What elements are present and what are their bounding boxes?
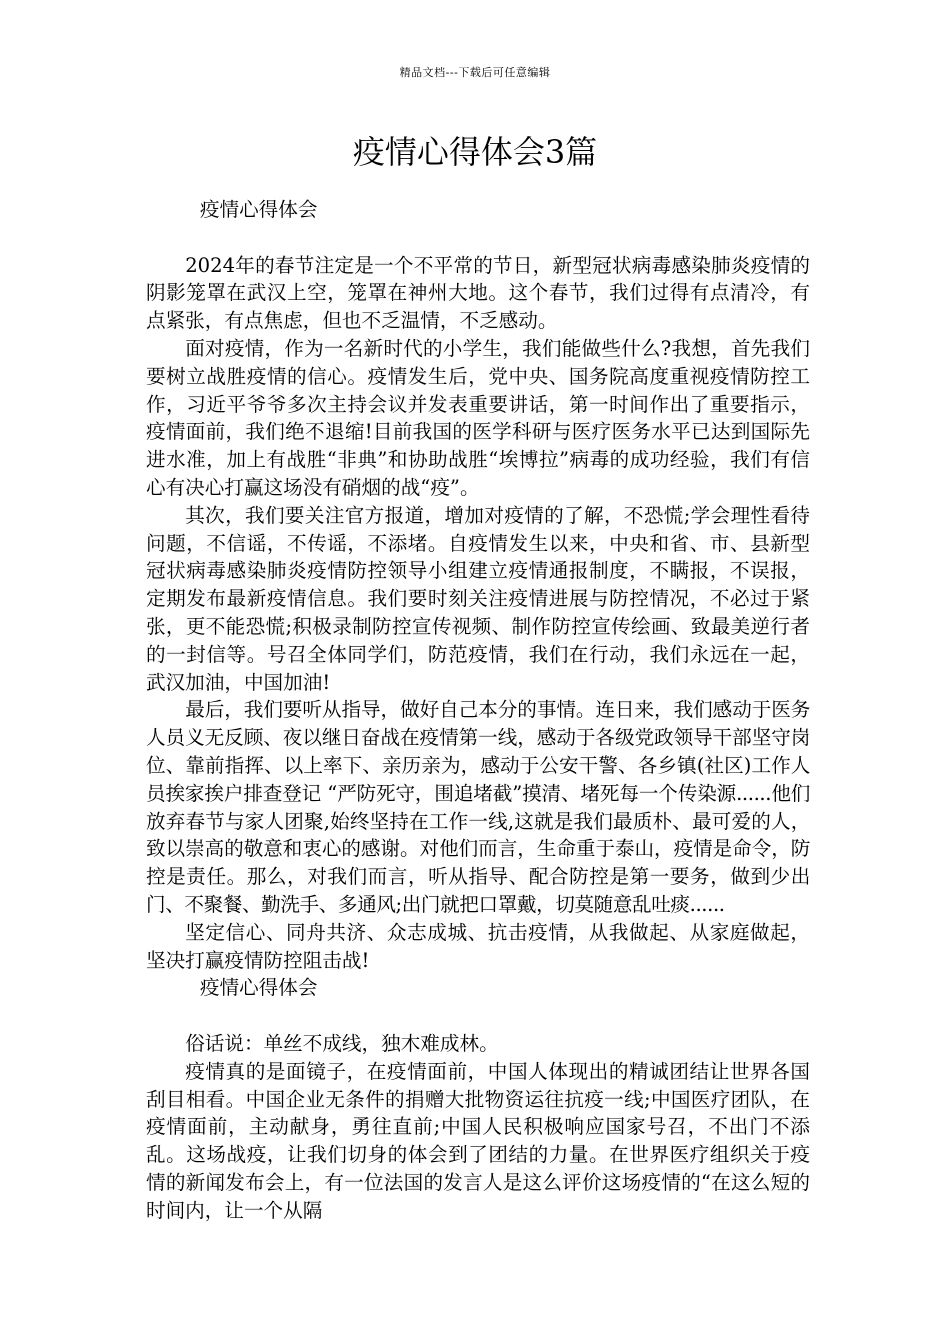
section-1-heading: 疫情心得体会 xyxy=(199,198,318,221)
page-header: 精品文档---下载后可任意编辑 xyxy=(399,66,551,79)
spacer xyxy=(146,1002,810,1030)
paragraph: 其次，我们要关注官方报道，增加对疫情的了解，不恐慌;学会理性看待问题，不信谣，不传谣，不添堵。自疫情发生以来，中央和省、市、县新型冠状病毒感染肺炎疫情防控领导小组建立疫情通报制度，不瞒报，不误报，定期发布最新疫情信息。我们要时刻关注疫情进展与防控情况，不必过于紧张，更不能恐慌;积极录制防控宣传视频、制作防控宣传绘画、致最美逆行者的一封信等。号召全体同学们，防范疫情，我们在行动，我们永远在一起，武汉加油，中国加油! xyxy=(146,503,810,694)
paragraph: 坚定信心、同舟共济、众志成城、抗击疫情，从我做起、从家庭做起，坚决打赢疫情防控阻击战! xyxy=(146,920,810,972)
paragraph: 2024年的春节注定是一个不平常的节日，新型冠状病毒感染肺炎疫情的阴影笼罩在武汉上空，笼罩在神州大地。这个春节，我们过得有点清冷，有点紧张，有点焦虑，但也不乏温情，不乏感动。 xyxy=(146,253,810,333)
document-title: 疫情心得体会3篇 xyxy=(352,133,598,171)
section-2-heading: 疫情心得体会 xyxy=(199,976,318,1000)
paragraph: 面对疫情，作为一名新时代的小学生，我们能做些什么?我想，首先我们要树立战胜疫情的信心。疫情发生后，党中央、国务院高度重视疫情防控工作，习近平爷爷多次主持会议并发表重要讲话，第一时间作出了重要指示，疫情面前，我们绝不退缩!目前我国的医学科研与医疗医务水平已达到国际先进水准，加上有战胜“非典”和协助战胜“埃博拉”病毒的成功经验，我们有信心有决心打赢这场没有硝烟的战“疫”。 xyxy=(146,336,810,499)
document-body xyxy=(146,196,810,1224)
paragraph: 最后，我们要听从指导，做好自己本分的事情。连日来，我们感动于医务人员义无反顾、夜以继日奋战在疫情第一线，感动于各级党政领导干部坚守岗位、靠前指挥、以上率下、亲历亲为，感动于公安干警、各乡镇(社区)工作人员挨家挨户排查登记 “严防死守，围追堵截”摸清、堵死每一个传染源......他们放弃春节与家人团聚,始终坚持在工作一线,这就是我们最质朴、最可爱的人，致以崇高的敬意和衷心的感谢。对他们而言，生命重于泰山，疫情是命令，防控是责任。那么，对我们而言，听从指导、配合防控是第一要务，做到少出门、不聚餐、勤洗手、多通风;出门就把口罩戴，切莫随意乱吐痰...... xyxy=(146,698,810,916)
spacer xyxy=(146,224,810,252)
paragraph: 疫情真的是面镜子，在疫情面前，中国人体现出的精诚团结让世界各国刮目相看。中国企业无条件的捐赠大批物资运往抗疫一线;中国医疗团队，在疫情面前，主动献身，勇往直前;中国人民积极响应国家号召，不出门不添乱。这场战疫，让我们切身的体会到了团结的力量。在世界医疗组织关于疫情的新闻发布会上，有一位法国的发言人是这么评价这场疫情的“在这么短的时间内，让一个从隔 xyxy=(146,1059,810,1222)
paragraph: 俗话说：单丝不成线，独木难成林。 xyxy=(185,1031,499,1055)
